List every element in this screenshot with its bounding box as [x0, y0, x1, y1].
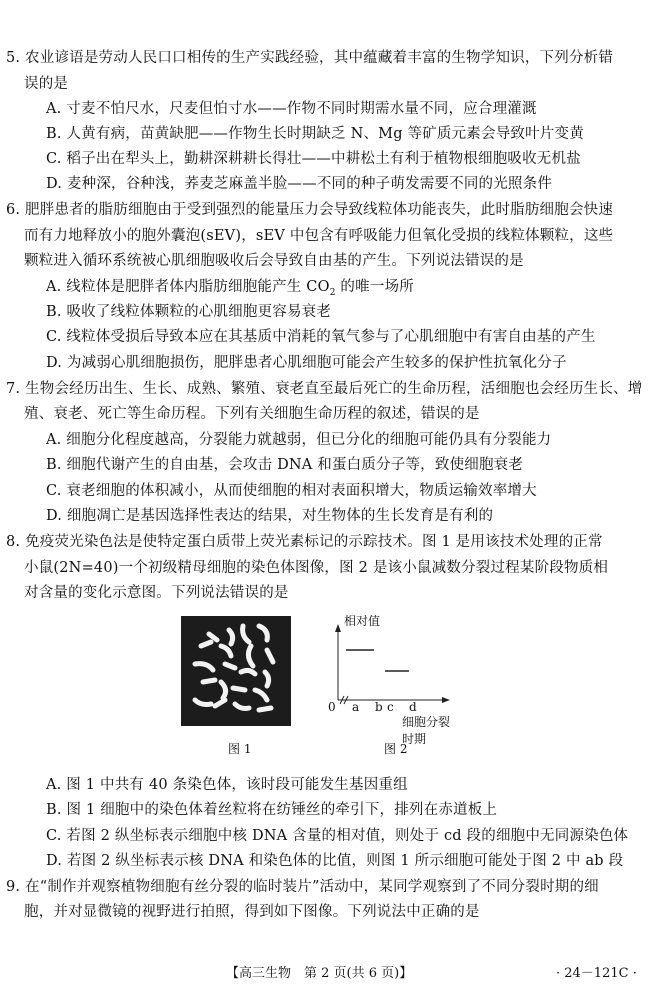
- q9-stem-line2: 胞，并对显微镜的视野进行拍照，得到如下图像。下列说法中正确的是: [24, 904, 480, 920]
- q5-stem-line2: 误的是: [24, 76, 69, 92]
- q7-stem-line2: 殖、衰老、死亡等生命历程。下列有关细胞生命历程的叙述，错误的是: [24, 406, 480, 422]
- q8-option-b: B. 图 1 细胞中的染色体着丝粒将在纺锤丝的牵引下，排列在赤道板上: [46, 802, 498, 818]
- figure-2-tick-a: a: [352, 700, 360, 714]
- q8-option-a: A. 图 1 中共有 40 条染色体，该时段可能发生基因重组: [46, 777, 408, 793]
- q7-option-c: C. 衰老细胞的体积减小，从而使细胞的相对表面积增大，物质运输效率增大: [46, 483, 537, 499]
- figure-2-tick-c: c: [387, 700, 394, 714]
- q7-option-b: B. 细胞代谢产生的自由基，会攻击 DNA 和蛋白质分子等，致使细胞衰老: [46, 457, 524, 473]
- q5-stem-line1: 5. 农业谚语是劳动人民口口相传的生产实践经验，其中蕴藏着丰富的生物学知识，下列分析错: [6, 50, 614, 66]
- figure-2-caption: 图 2: [384, 742, 408, 756]
- figure-1-chromosome-image: [181, 616, 291, 726]
- q5-option-b: B. 人黄有病，苗黄缺肥——作物生长时期缺乏 N、Mg 等矿质元素会导致叶片变黄: [46, 126, 584, 142]
- page-footer-code: · 24－121C ·: [556, 966, 637, 981]
- q5-option-c: C. 稻子出在犁头上，勤耕深耕耕长得壮——中耕松土有利于植物根细胞吸收无机盐: [46, 151, 581, 167]
- q7-option-a: A. 细胞分化程度越高，分裂能力就越弱，但已分化的细胞可能仍具有分裂能力: [46, 432, 552, 448]
- q8-stem-line2: 小鼠(2N=40)一个初级精母细胞的染色体图像，图 2 是该小鼠减数分裂过程某阶段物质相: [24, 560, 609, 576]
- figure-2-y-label: 相对值: [344, 614, 381, 628]
- q8-stem-line1: 8. 免疫荧光染色法是使特定蛋白质带上荧光素标记的示踪技术。图 1 是用该技术处理的正常: [6, 534, 603, 550]
- figure-2-tick-b: b: [375, 700, 383, 714]
- q7-option-d: D. 细胞凋亡是基因选择性表达的结果，对生物体的生长发育是有利的: [46, 508, 494, 524]
- q6-option-d: D. 为减弱心肌细胞损伤，肥胖患者心肌细胞可能会产生较多的保护性抗氧化分子: [46, 355, 567, 371]
- q8-option-d: D. 若图 2 纵坐标表示核 DNA 和染色体的比值，则图 1 所示细胞可能处于图 2 中 ab 段: [46, 853, 624, 869]
- page-footer-center: 【高三生物 第 2 页(共 6 页)】: [226, 966, 413, 981]
- figure-1-caption: 图 1: [228, 742, 252, 756]
- figure-2-x-label: 细胞分裂时期: [402, 715, 451, 746]
- x-axis-arrow: [442, 697, 450, 703]
- figure-2-tick-d: d: [409, 700, 417, 714]
- q5-option-a: A. 寸麦不怕尺水，尺麦但怕寸水——作物不同时期需水量不同，应合理灌溉: [46, 101, 537, 117]
- q6-stem-line1: 6. 肥胖患者的脂肪细胞由于受到强烈的能量压力会导致线粒体功能丧失，此时脂肪细胞会快速: [6, 202, 614, 218]
- q5-option-d: D. 麦种深，谷种浅，荞麦芝麻盖半脸——不同的种子萌发需要不同的光照条件: [46, 176, 553, 192]
- q8-option-c: C. 若图 2 纵坐标表示细胞中核 DNA 含量的相对值，则处于 cd 段的细胞中无同源染色体: [46, 828, 629, 844]
- q6-option-c: C. 线粒体受损后导致本应在其基质中消耗的氧气参与了心肌细胞中有害自由基的产生: [46, 329, 596, 345]
- q6-stem-line2: 而有力地释放小的胞外囊泡(sEV)，sEV 中包含有呼吸能力但氧化受损的线粒体颗粒，这些: [24, 228, 614, 244]
- q6-option-a: A. 线粒体是肥胖者体内脂肪细胞能产生 $CO_2$ 的唯一场所: [46, 279, 414, 298]
- q8-stem-line3: 对含量的变化示意图。下列说法错误的是: [24, 585, 289, 601]
- figure-2-graph: [320, 612, 460, 746]
- q7-stem-line1: 7. 生物会经历出生、生长、成熟、繁殖、衰老直至最后死亡的生命历程，活细胞也会经历生长、增: [6, 381, 643, 397]
- chromosome-shapes: [181, 616, 291, 726]
- q6-option-b: B. 吸收了线粒体颗粒的心肌细胞更容易衰老: [46, 304, 332, 320]
- figure-2-origin: 0: [328, 700, 336, 714]
- q9-stem-line1: 9. 在“制作并观察植物细胞有丝分裂的临时装片”活动中，某同学观察到了不同分裂时期的细: [6, 879, 599, 895]
- q6-stem-line3: 颗粒进入循环系统被心肌细胞吸收后会导致自由基的产生。下列说法错误的是: [24, 253, 524, 269]
- y-axis-arrow: [335, 624, 341, 632]
